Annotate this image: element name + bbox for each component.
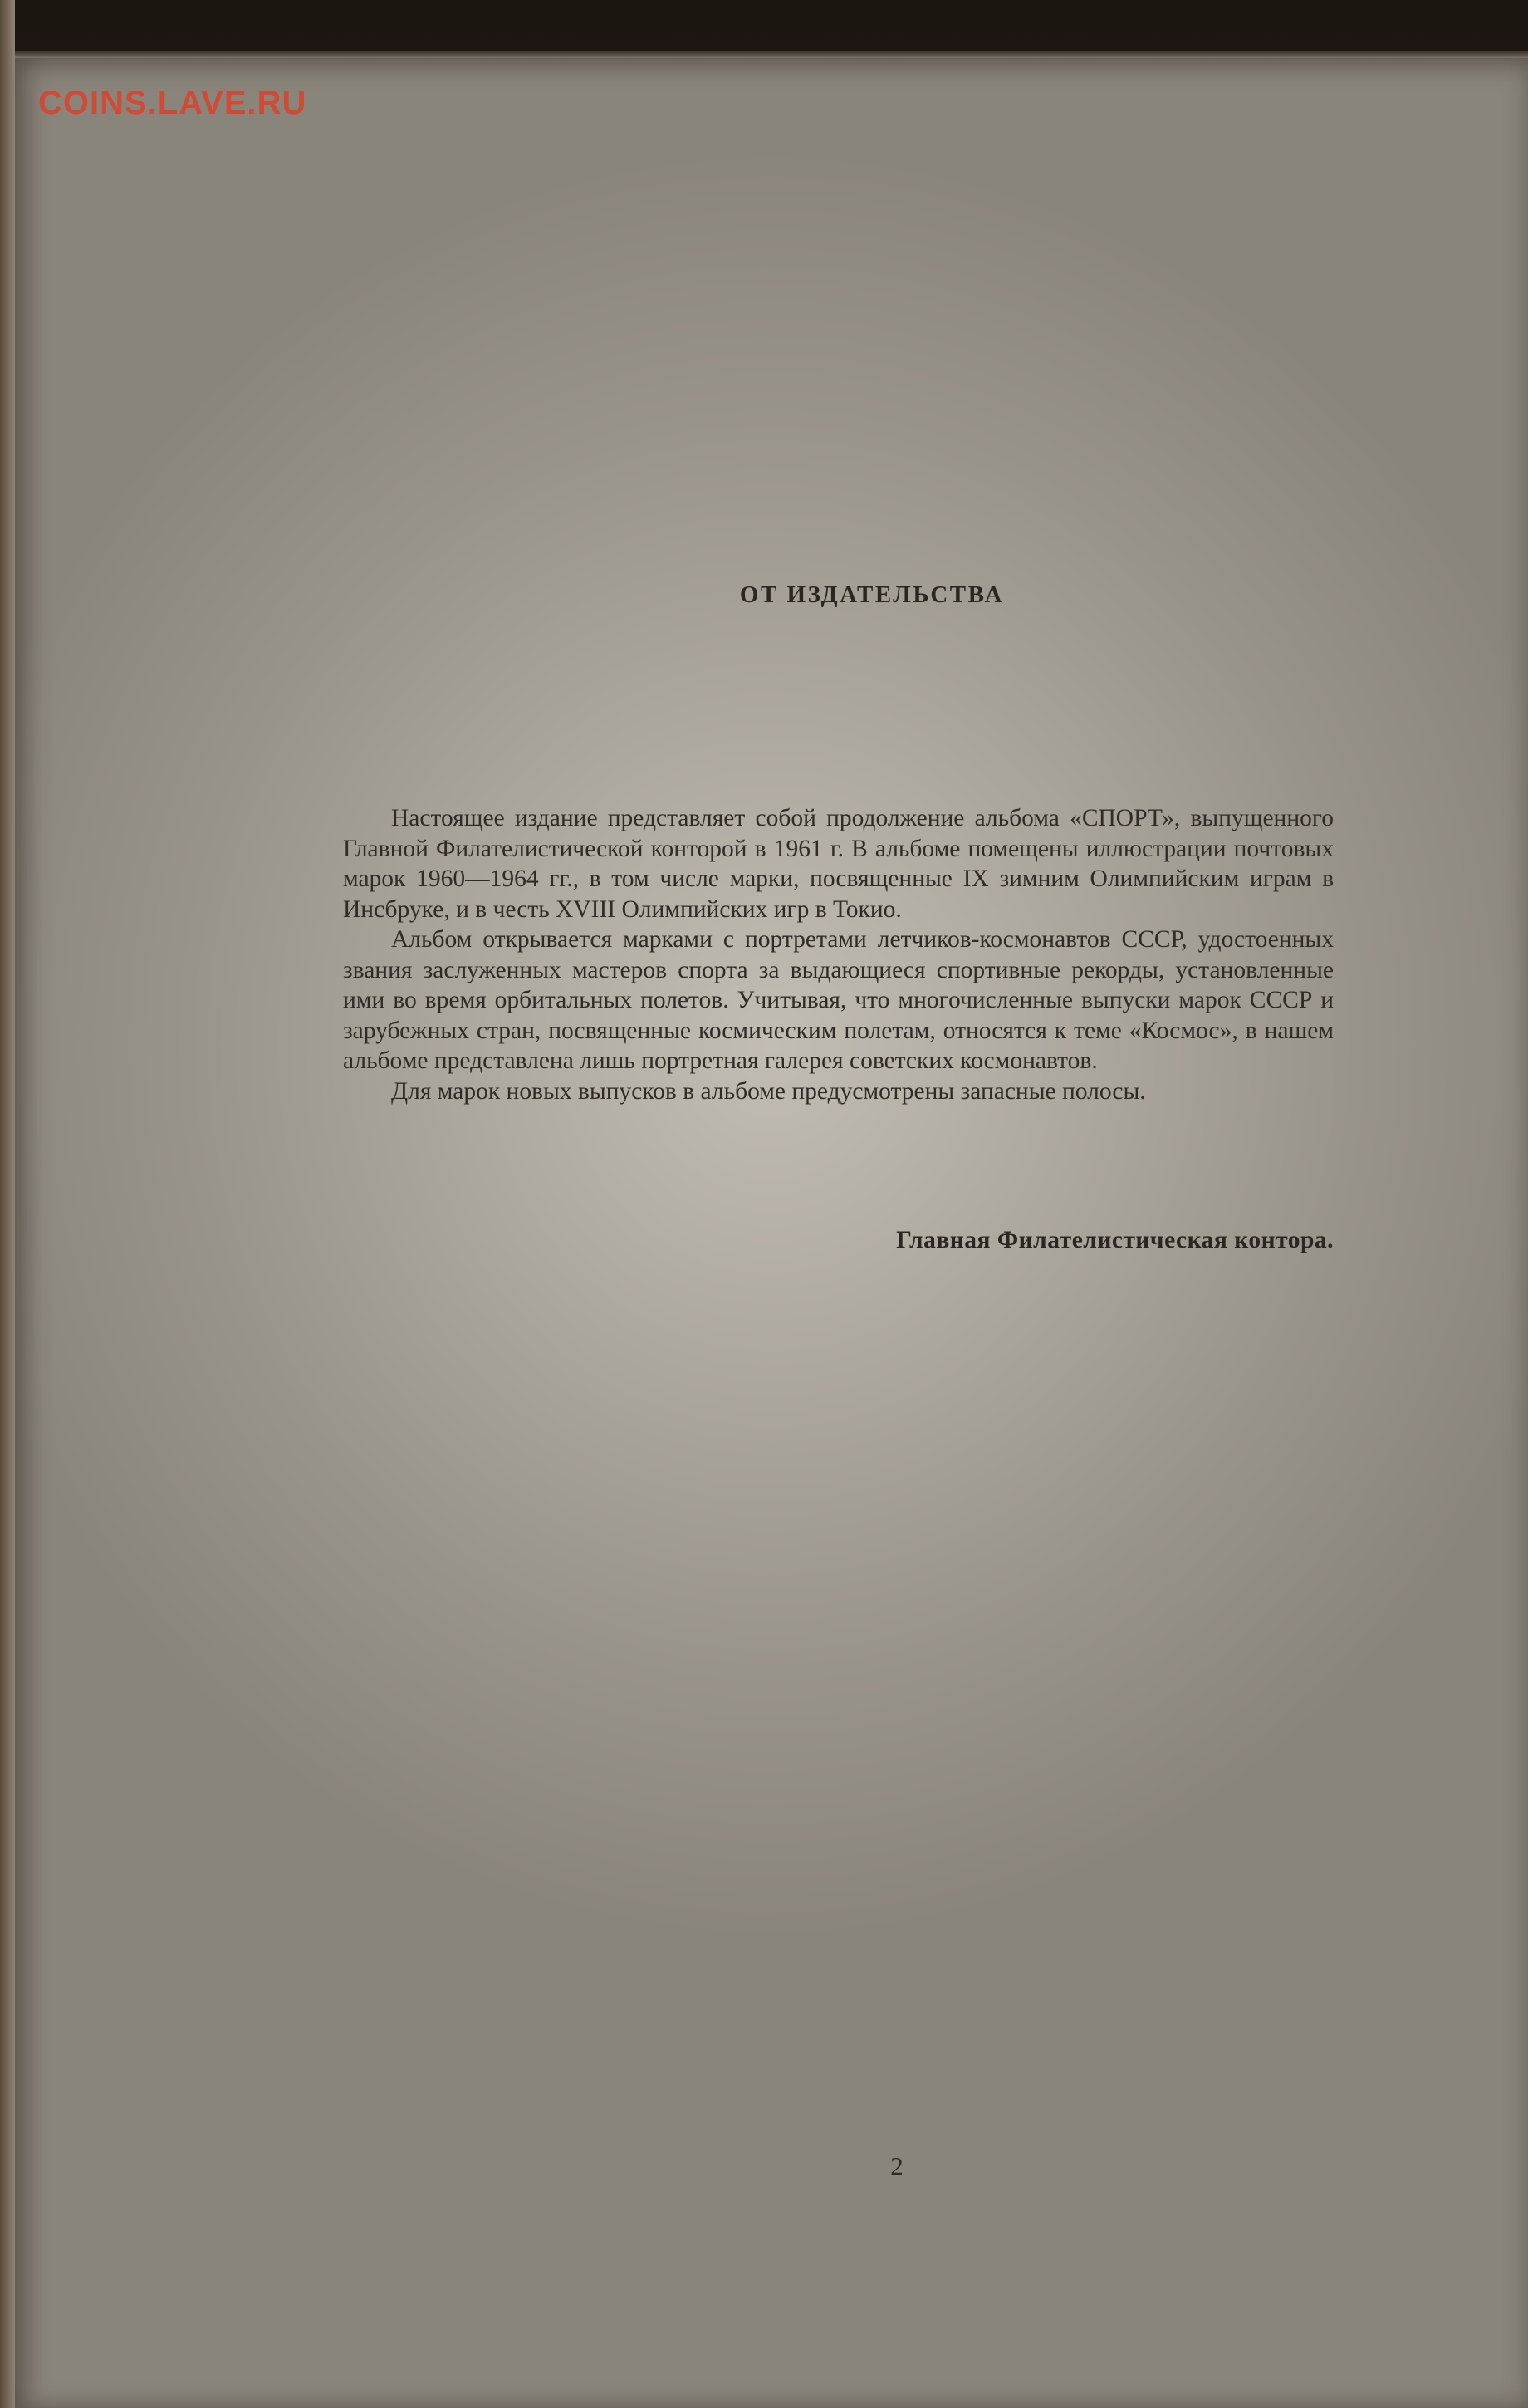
page-number: 2: [890, 2151, 904, 2180]
watermark: COINS.LAVE.RU: [38, 85, 307, 121]
signature: Главная Филателистическая контора.: [896, 1227, 1334, 1253]
page-heading: ОТ ИЗДАТЕЛЬСТВА: [739, 581, 1005, 608]
paragraph-2: Альбом открывается марками с портретами летчиков-космонавтов СССР, удостоенных звания заслуженных мастеров спорта за выдающиеся спортивные рекорды, установленные ими во время орбитальных полетов. Учитывая, что многочисленные выпуски марок СССР и зарубежных стран, посвященные космическим полетам, относятся к теме «Космос», в нашем альбоме представлена лишь портретная галерея советских космонавтов.: [343, 926, 1334, 1074]
paragraph-3: Для марок новых выпусков в альбоме предусмотрены запасные полосы.: [391, 1077, 1146, 1105]
page-left-edge: [0, 0, 15, 2408]
paragraph-1: Настоящее издание представляет собой продолжение альбома «СПОРТ», выпущенного Главной Филателистической конторой в 1961 г. В альбоме помещены иллюстрации почтовых марок 1960—1964 гг., в том числе марки, посвященные IX зимним Олимпийским играм в Инсбруке, и в честь XVIII Олимпийских игр в Токио.: [343, 805, 1334, 923]
body-text: [343, 803, 1334, 1106]
